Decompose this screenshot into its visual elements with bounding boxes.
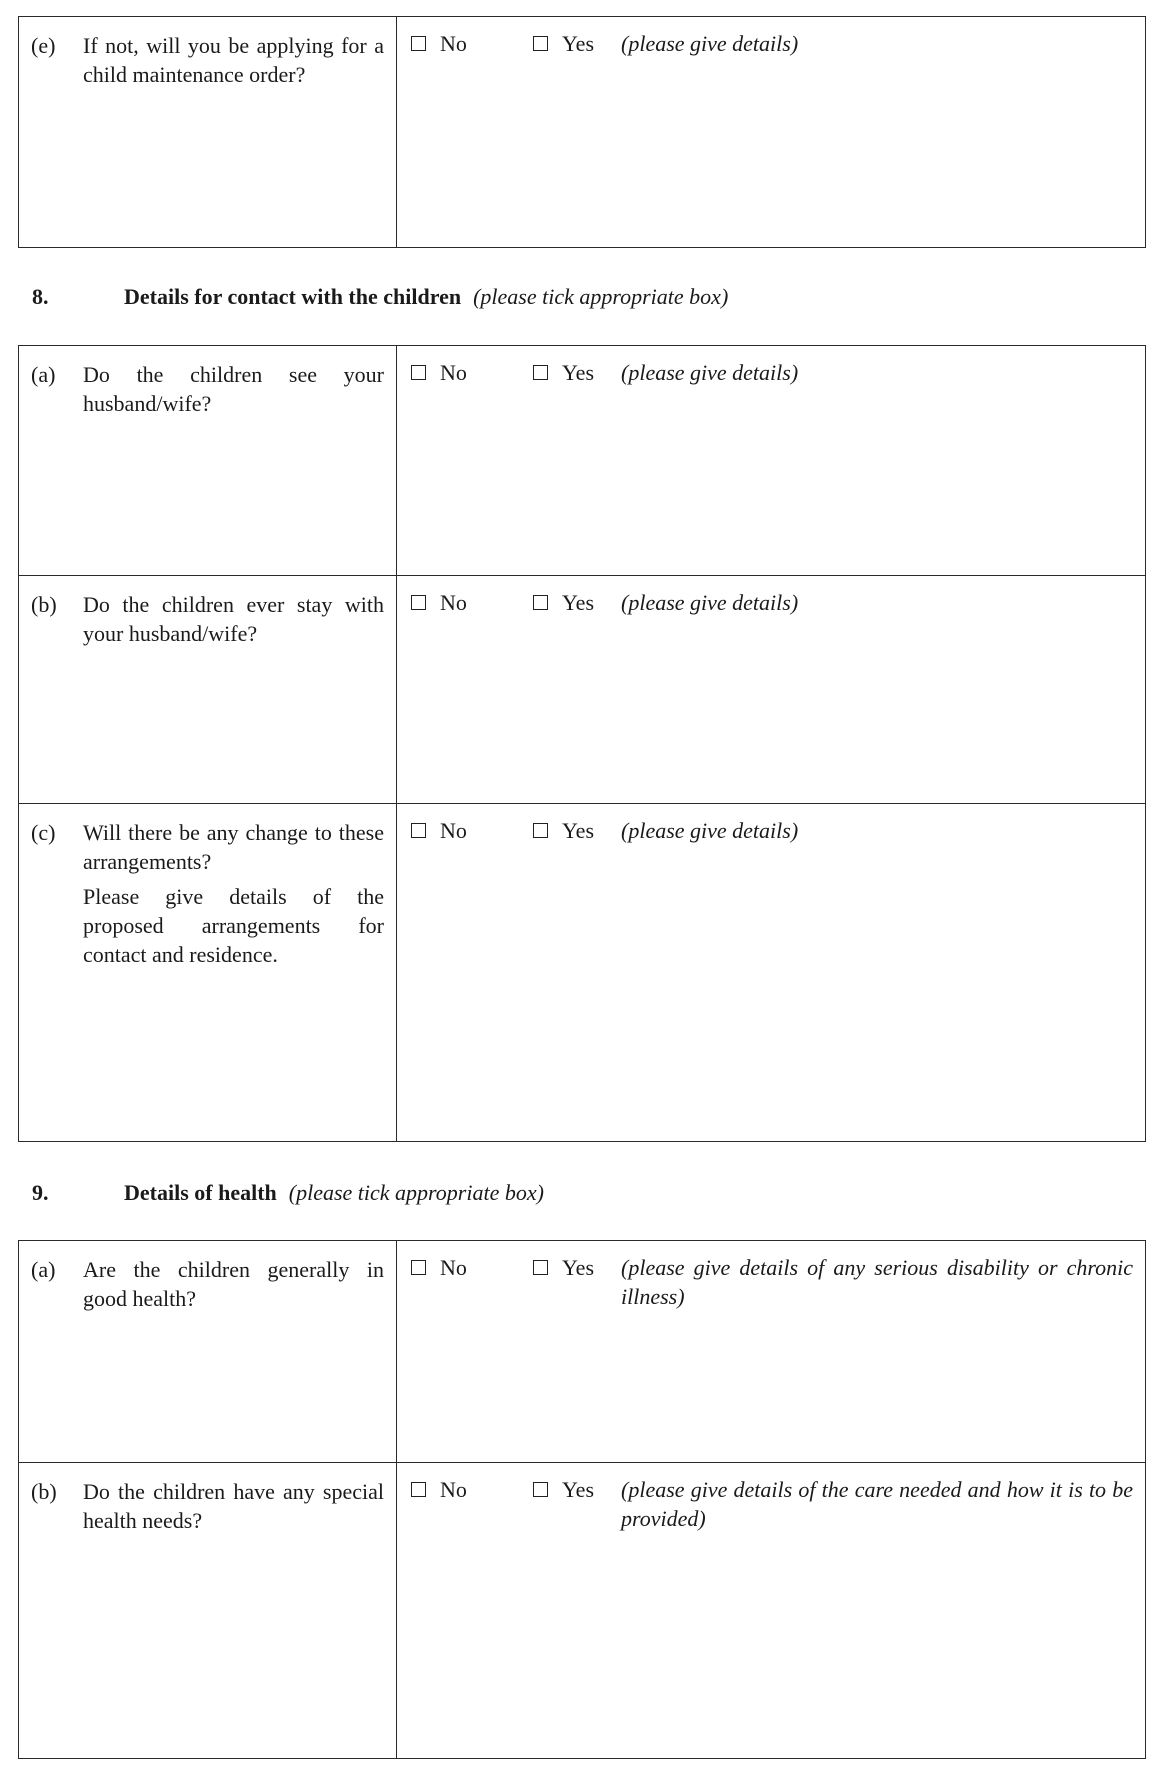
section-title: Details of health [124, 1180, 277, 1205]
no-label: No [440, 31, 467, 56]
table-row [19, 346, 1145, 575]
no-label: No [440, 818, 467, 843]
checkbox-icon[interactable] [533, 823, 548, 838]
no-label: No [440, 590, 467, 615]
checkbox-icon[interactable] [411, 823, 426, 838]
question-text: Are the children generally in good health? [83, 1257, 384, 1311]
question-subtext: Please give details of the proposed arrangements for contact and residence. [83, 884, 384, 967]
section-title: Details for contact with the children [124, 284, 462, 309]
answer-cell[interactable] [397, 804, 1145, 1141]
no-checkbox[interactable] [411, 816, 467, 845]
yes-label: Yes [562, 590, 595, 615]
question-label: (b) [31, 1479, 57, 1504]
question-cell [19, 17, 397, 247]
yes-checkbox[interactable] [533, 29, 594, 58]
question-label: (b) [31, 592, 57, 617]
checkbox-icon[interactable] [411, 1260, 426, 1275]
question-label: (a) [31, 1257, 56, 1282]
yes-label: Yes [562, 360, 595, 385]
no-checkbox[interactable] [411, 358, 467, 387]
details-note: (please give details) [621, 590, 799, 615]
details-note: (please give details) [621, 360, 799, 385]
checkbox-icon[interactable] [411, 365, 426, 380]
question-cell [19, 576, 397, 803]
table-section-e [18, 16, 1146, 248]
no-label: No [440, 360, 467, 385]
table-row [19, 1241, 1145, 1462]
question-text: Do the children see your husband/wife? [83, 362, 384, 416]
question-cell [19, 804, 397, 1141]
checkbox-icon[interactable] [533, 365, 548, 380]
section-instruction: (please tick appropriate box) [288, 1180, 544, 1205]
yes-label: Yes [562, 818, 595, 843]
table-row [19, 803, 1145, 1141]
question-text: Do the children ever stay with your husband/wife? [83, 592, 384, 646]
details-note: (please give details) [621, 818, 799, 843]
yes-label: Yes [562, 1477, 595, 1502]
details-note: (please give details of any serious disability or chronic illness) [621, 1255, 1133, 1309]
answer-cell[interactable] [397, 1241, 1145, 1462]
yes-checkbox[interactable] [533, 1475, 594, 1504]
answer-cell[interactable] [397, 1463, 1145, 1758]
yes-label: Yes [562, 31, 595, 56]
yes-checkbox[interactable] [533, 588, 594, 617]
yes-checkbox[interactable] [533, 816, 594, 845]
yes-checkbox[interactable] [533, 1253, 594, 1282]
question-label: (c) [31, 820, 56, 845]
section-8-heading [32, 284, 728, 310]
table-row [19, 17, 1145, 247]
question-cell [19, 346, 397, 575]
table-section-8 [18, 345, 1146, 1142]
section-number: 8. [32, 284, 49, 309]
checkbox-icon[interactable] [533, 595, 548, 610]
no-checkbox[interactable] [411, 1475, 467, 1504]
table-row [19, 575, 1145, 803]
checkbox-icon[interactable] [533, 36, 548, 51]
checkbox-icon[interactable] [411, 595, 426, 610]
checkbox-icon[interactable] [533, 1482, 548, 1497]
yes-label: Yes [562, 1255, 595, 1280]
section-number: 9. [32, 1180, 49, 1205]
question-text: If not, will you be applying for a child maintenance order? [83, 33, 384, 87]
details-note: (please give details) [621, 31, 799, 56]
checkbox-icon[interactable] [533, 1260, 548, 1275]
details-note: (please give details of the care needed and how it is to be provided) [621, 1477, 1133, 1531]
answer-cell[interactable] [397, 576, 1145, 803]
no-checkbox[interactable] [411, 1253, 467, 1282]
table-row [19, 1462, 1145, 1758]
question-label: (e) [31, 33, 56, 58]
yes-checkbox[interactable] [533, 358, 594, 387]
no-checkbox[interactable] [411, 588, 467, 617]
answer-cell[interactable] [397, 346, 1145, 575]
question-label: (a) [31, 362, 56, 387]
no-label: No [440, 1255, 467, 1280]
question-cell [19, 1241, 397, 1462]
question-text: Do the children have any special health needs? [83, 1479, 384, 1533]
checkbox-icon[interactable] [411, 1482, 426, 1497]
section-9-heading [32, 1180, 544, 1206]
checkbox-icon[interactable] [411, 36, 426, 51]
answer-cell[interactable] [397, 17, 1145, 247]
table-section-9 [18, 1240, 1146, 1759]
section-instruction: (please tick appropriate box) [473, 284, 729, 309]
question-cell [19, 1463, 397, 1758]
no-label: No [440, 1477, 467, 1502]
no-checkbox[interactable] [411, 29, 467, 58]
question-text: Will there be any change to these arrangements? [83, 820, 384, 874]
